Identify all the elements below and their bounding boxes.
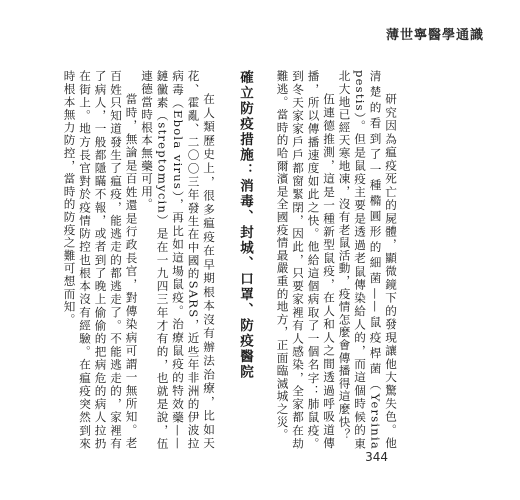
body-text-column-block (62, 70, 398, 450)
running-header: 薄世寧醫學通識 (385, 28, 484, 43)
page-number: 344 (365, 450, 388, 464)
paragraph-1: 研究因為瘟疫死亡的屍體，顯微鏡下的發現讓他大驚失色。他清楚的看到了一種橢圓形的細菌——鼠疫桿菌（Yersinia pestis）。但是鼠疫主要是透過老鼠傳染給人的，而這個時候的東北大地已經天寒地凍，沒有老鼠活動，疫情怎麼會傳播得這麼快？ (337, 70, 398, 450)
paragraph-3: 在人類歷史上，很多瘟疫在早期根本沒有辦法治療，比如天花、霍亂、二〇〇三年發生在中國的SARS，近些年非洲的伊波拉病毒（Ebola virus），再比如這場鼠疫。治療鼠疫的特效藥——鏈黴素（streptomycin）是在一九四三年才有的，也就是說，伍連德當時根本無藥可用。 (140, 70, 216, 450)
section-heading: 確立防疫措施：消毒、封城、口罩、防疫醫院 (237, 70, 253, 380)
paragraph-4: 當時，無論是百姓還是行政長官，對傳染病可謂一無所知。老百姓只知道發生了瘟疫，能逃走的都逃走了。不能逃走的，家裡有了病人，一般都隱瞞不報，或者到了晚上偷偷的把病危的病人拉扔在街上。地方長官對於疫情防控也根本沒有經驗。在瘟疫突然到來時根本無力防控，當時的防疫之難可想而知。 (62, 70, 139, 450)
paragraph-2: 伍連德推測，這是一種新型鼠疫，在人和人之間透過呼吸道傳播，所以傳播速度如此之快。他給這個病取了一個名字：肺鼠疫。到冬天家家戶戶都窗緊閉，因此，只要家裡有人感染，全家都在劫難逃。當時的哈爾濱是全國疫情最嚴重的地方，正面臨滅城之災。 (275, 70, 336, 450)
